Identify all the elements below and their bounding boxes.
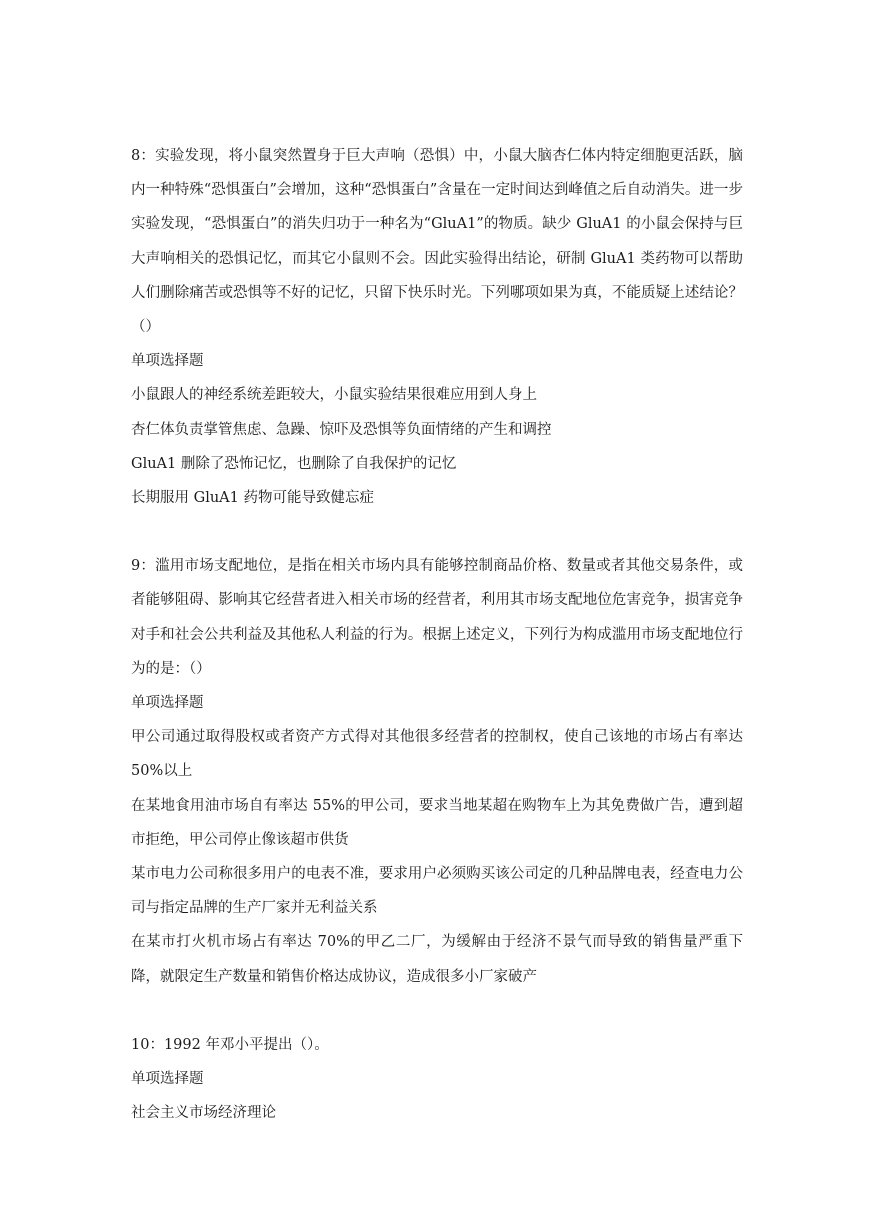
answer-option[interactable]: GluA1 删除了恐怖记忆，也删除了自我保护的记忆 bbox=[131, 455, 457, 472]
question-type-label: 单项选择题 bbox=[131, 353, 204, 370]
question-8 bbox=[131, 139, 743, 515]
question-type-label: 单项选择题 bbox=[131, 1071, 204, 1088]
answer-option[interactable]: 小鼠跟人的神经系统差距较大，小鼠实验结果很难应用到人身上 bbox=[131, 387, 537, 404]
answer-option[interactable]: 甲公司通过取得股权或者资产方式得对其他很多经营者的控制权，使自己该地的市场占有率达 50%以上 bbox=[131, 729, 743, 780]
question-spacer bbox=[131, 994, 743, 1028]
answer-option[interactable]: 社会主义市场经济理论 bbox=[131, 1105, 276, 1122]
answer-option[interactable]: 某市电力公司称很多用户的电表不准，要求用户必须购买该公司定的几种品牌电表，经查电力公司与指定品牌的生产厂家并无利益关系 bbox=[131, 866, 743, 917]
question-type-label: 单项选择题 bbox=[131, 695, 204, 712]
question-stem: 9：滥用市场支配地位，是指在相关市场内具有能够控制商品价格、数量或者其他交易条件，或者能够阻碍、影响其它经营者进入相关市场的经营者，利用其市场支配地位危害竞争，损害竞争对手和社会公共利益及其他私人利益的行为。根据上述定义，下列行为构成滥用市场支配地位行为的是：（） bbox=[131, 558, 743, 677]
question-stem: 10：1992 年邓小平提出（）。 bbox=[131, 1036, 329, 1053]
answer-option[interactable]: 在某地食用油市场自有率达 55%的甲公司，要求当地某超在购物车上为其免费做广告，遭到超市拒绝，甲公司停止像该超市供货 bbox=[131, 797, 743, 848]
question-9 bbox=[131, 549, 743, 994]
question-stem: 8：实验发现，将小鼠突然置身于巨大声响（恐惧）中，小鼠大脑杏仁体内特定细胞更活跃，脑内一种特殊“恐惧蛋白”会增加，这种“恐惧蛋白”含量在一定时间达到峰值之后自动消失。进一步实验发现，“恐惧蛋白”的消失归功于一种名为“GluA1”的物质。缺少 GluA1 的小鼠会保持与巨大声响相关的恐惧记忆，而其它小鼠则不会。因此实验得出结论，研制 GluA1 类药物可以帮助人们删除痛苦或恐惧等不好的记忆，只留下快乐时光。下列哪项如果为真，不能质疑上述结论？（） bbox=[131, 148, 743, 336]
answer-option[interactable]: 长期服用 GluA1 药物可能导致健忘症 bbox=[131, 490, 374, 507]
question-spacer bbox=[131, 515, 743, 549]
document-page bbox=[131, 139, 743, 1130]
answer-option[interactable]: 杏仁体负责掌管焦虑、急躁、惊吓及恐惧等负面情绪的产生和调控 bbox=[131, 421, 552, 438]
question-10 bbox=[131, 1028, 743, 1131]
answer-option[interactable]: 在某市打火机市场占有率达 70%的甲乙二厂，为缓解由于经济不景气而导致的销售量严重下降，就限定生产数量和销售价格达成协议，造成很多小厂家破产 bbox=[131, 934, 743, 985]
